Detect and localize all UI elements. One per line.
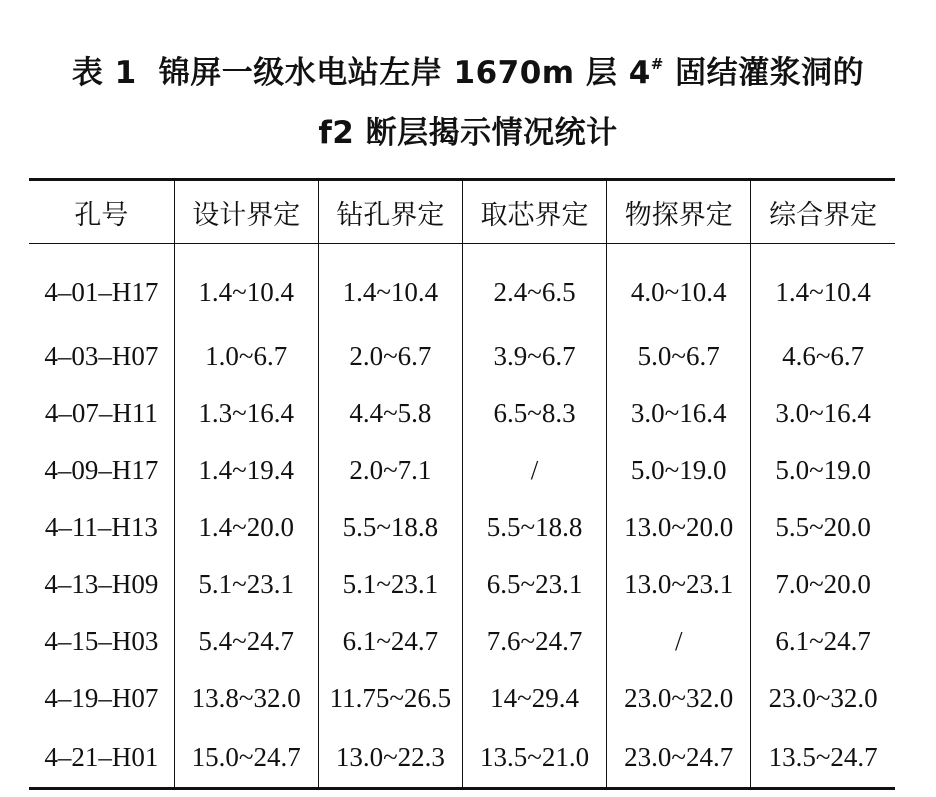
cell-coring: 6.5~23.1 [462,556,606,613]
header-design: 设计界定 [174,180,318,244]
cell-drilling: 13.0~22.3 [318,727,462,789]
cell-hole-id: 4–11–H13 [44,512,158,542]
cell-combined: 7.0~20.0 [751,556,895,613]
table-row [29,328,895,385]
fault-statistics-table [29,178,895,790]
cell-hole-id: 4–09–H17 [44,455,159,485]
cell-hole-id: 4–01–H17 [44,276,159,307]
header-drilling: 钻孔界定 [318,180,462,244]
table-caption-line-1 [0,53,936,93]
cell-hole-id: 4–19–H07 [44,683,159,713]
cell-combined: 4.6~6.7 [751,328,895,385]
cell-hole-id: 4–13–H09 [44,569,159,599]
cell-combined: 5.0~19.0 [751,442,895,499]
cell-hole-id: 4–07–H11 [44,398,158,428]
cell-coring: 14~29.4 [462,670,606,727]
cell-design: 1.3~16.4 [174,385,318,442]
header-combined: 综合界定 [751,180,895,244]
cell-drilling: 4.4~5.8 [318,385,462,442]
table-row [29,613,895,670]
cell-drilling: 5.5~18.8 [318,499,462,556]
cell-geophysical: 13.0~20.0 [607,499,751,556]
table-row [29,670,895,727]
table-caption-line-2: f2 断层揭示情况统计 [318,115,618,151]
cell-design: 1.0~6.7 [174,328,318,385]
cell-geophysical: 5.0~19.0 [607,442,751,499]
cell-design: 5.1~23.1 [174,556,318,613]
cell-design: 1.4~10.4 [174,244,318,329]
cell-design: 5.4~24.7 [174,613,318,670]
cell-geophysical: 23.0~24.7 [607,727,751,789]
cell-coring: 5.5~18.8 [462,499,606,556]
cell-coring: 2.4~6.5 [462,244,606,329]
cell-combined: 5.5~20.0 [751,499,895,556]
cell-hole-id: 4–21–H01 [44,741,159,772]
table-row [29,727,895,789]
cell-coring: 13.5~21.0 [462,727,606,789]
table-row [29,244,895,329]
cell-combined: 23.0~32.0 [751,670,895,727]
cell-drilling: 2.0~7.1 [318,442,462,499]
cell-coring: / [462,442,606,499]
caption-superscript: # [650,55,664,73]
table-row [29,385,895,442]
caption-text-tail: 固结灌浆洞的 [663,55,865,91]
cell-hole-id: 4–15–H03 [44,626,159,656]
header-coring: 取芯界定 [462,180,606,244]
cell-design: 1.4~19.4 [174,442,318,499]
cell-hole-id: 4–03–H07 [44,341,159,371]
cell-geophysical: 3.0~16.4 [607,385,751,442]
cell-design: 13.8~32.0 [174,670,318,727]
cell-geophysical: 23.0~32.0 [607,670,751,727]
cell-drilling: 6.1~24.7 [318,613,462,670]
cell-drilling: 11.75~26.5 [318,670,462,727]
cell-combined: 1.4~10.4 [751,244,895,329]
table-row [29,556,895,613]
header-hole-id: 孔号 [29,180,174,244]
cell-coring: 6.5~8.3 [462,385,606,442]
table-row [29,442,895,499]
header-row [29,180,895,244]
caption-text: 锦屏一级水电站左岸 1670m 层 4 [158,55,651,91]
cell-geophysical: 4.0~10.4 [607,244,751,329]
cell-drilling: 2.0~6.7 [318,328,462,385]
cell-geophysical: / [607,613,751,670]
table-row [29,499,895,556]
table-number: 表 1 [71,55,137,91]
cell-combined: 13.5~24.7 [751,727,895,789]
cell-coring: 7.6~24.7 [462,613,606,670]
header-geophysical: 物探界定 [607,180,751,244]
cell-design: 1.4~20.0 [174,499,318,556]
cell-drilling: 1.4~10.4 [318,244,462,329]
cell-combined: 6.1~24.7 [751,613,895,670]
cell-design: 15.0~24.7 [174,727,318,789]
cell-geophysical: 13.0~23.1 [607,556,751,613]
cell-coring: 3.9~6.7 [462,328,606,385]
cell-drilling: 5.1~23.1 [318,556,462,613]
cell-geophysical: 5.0~6.7 [607,328,751,385]
cell-combined: 3.0~16.4 [751,385,895,442]
